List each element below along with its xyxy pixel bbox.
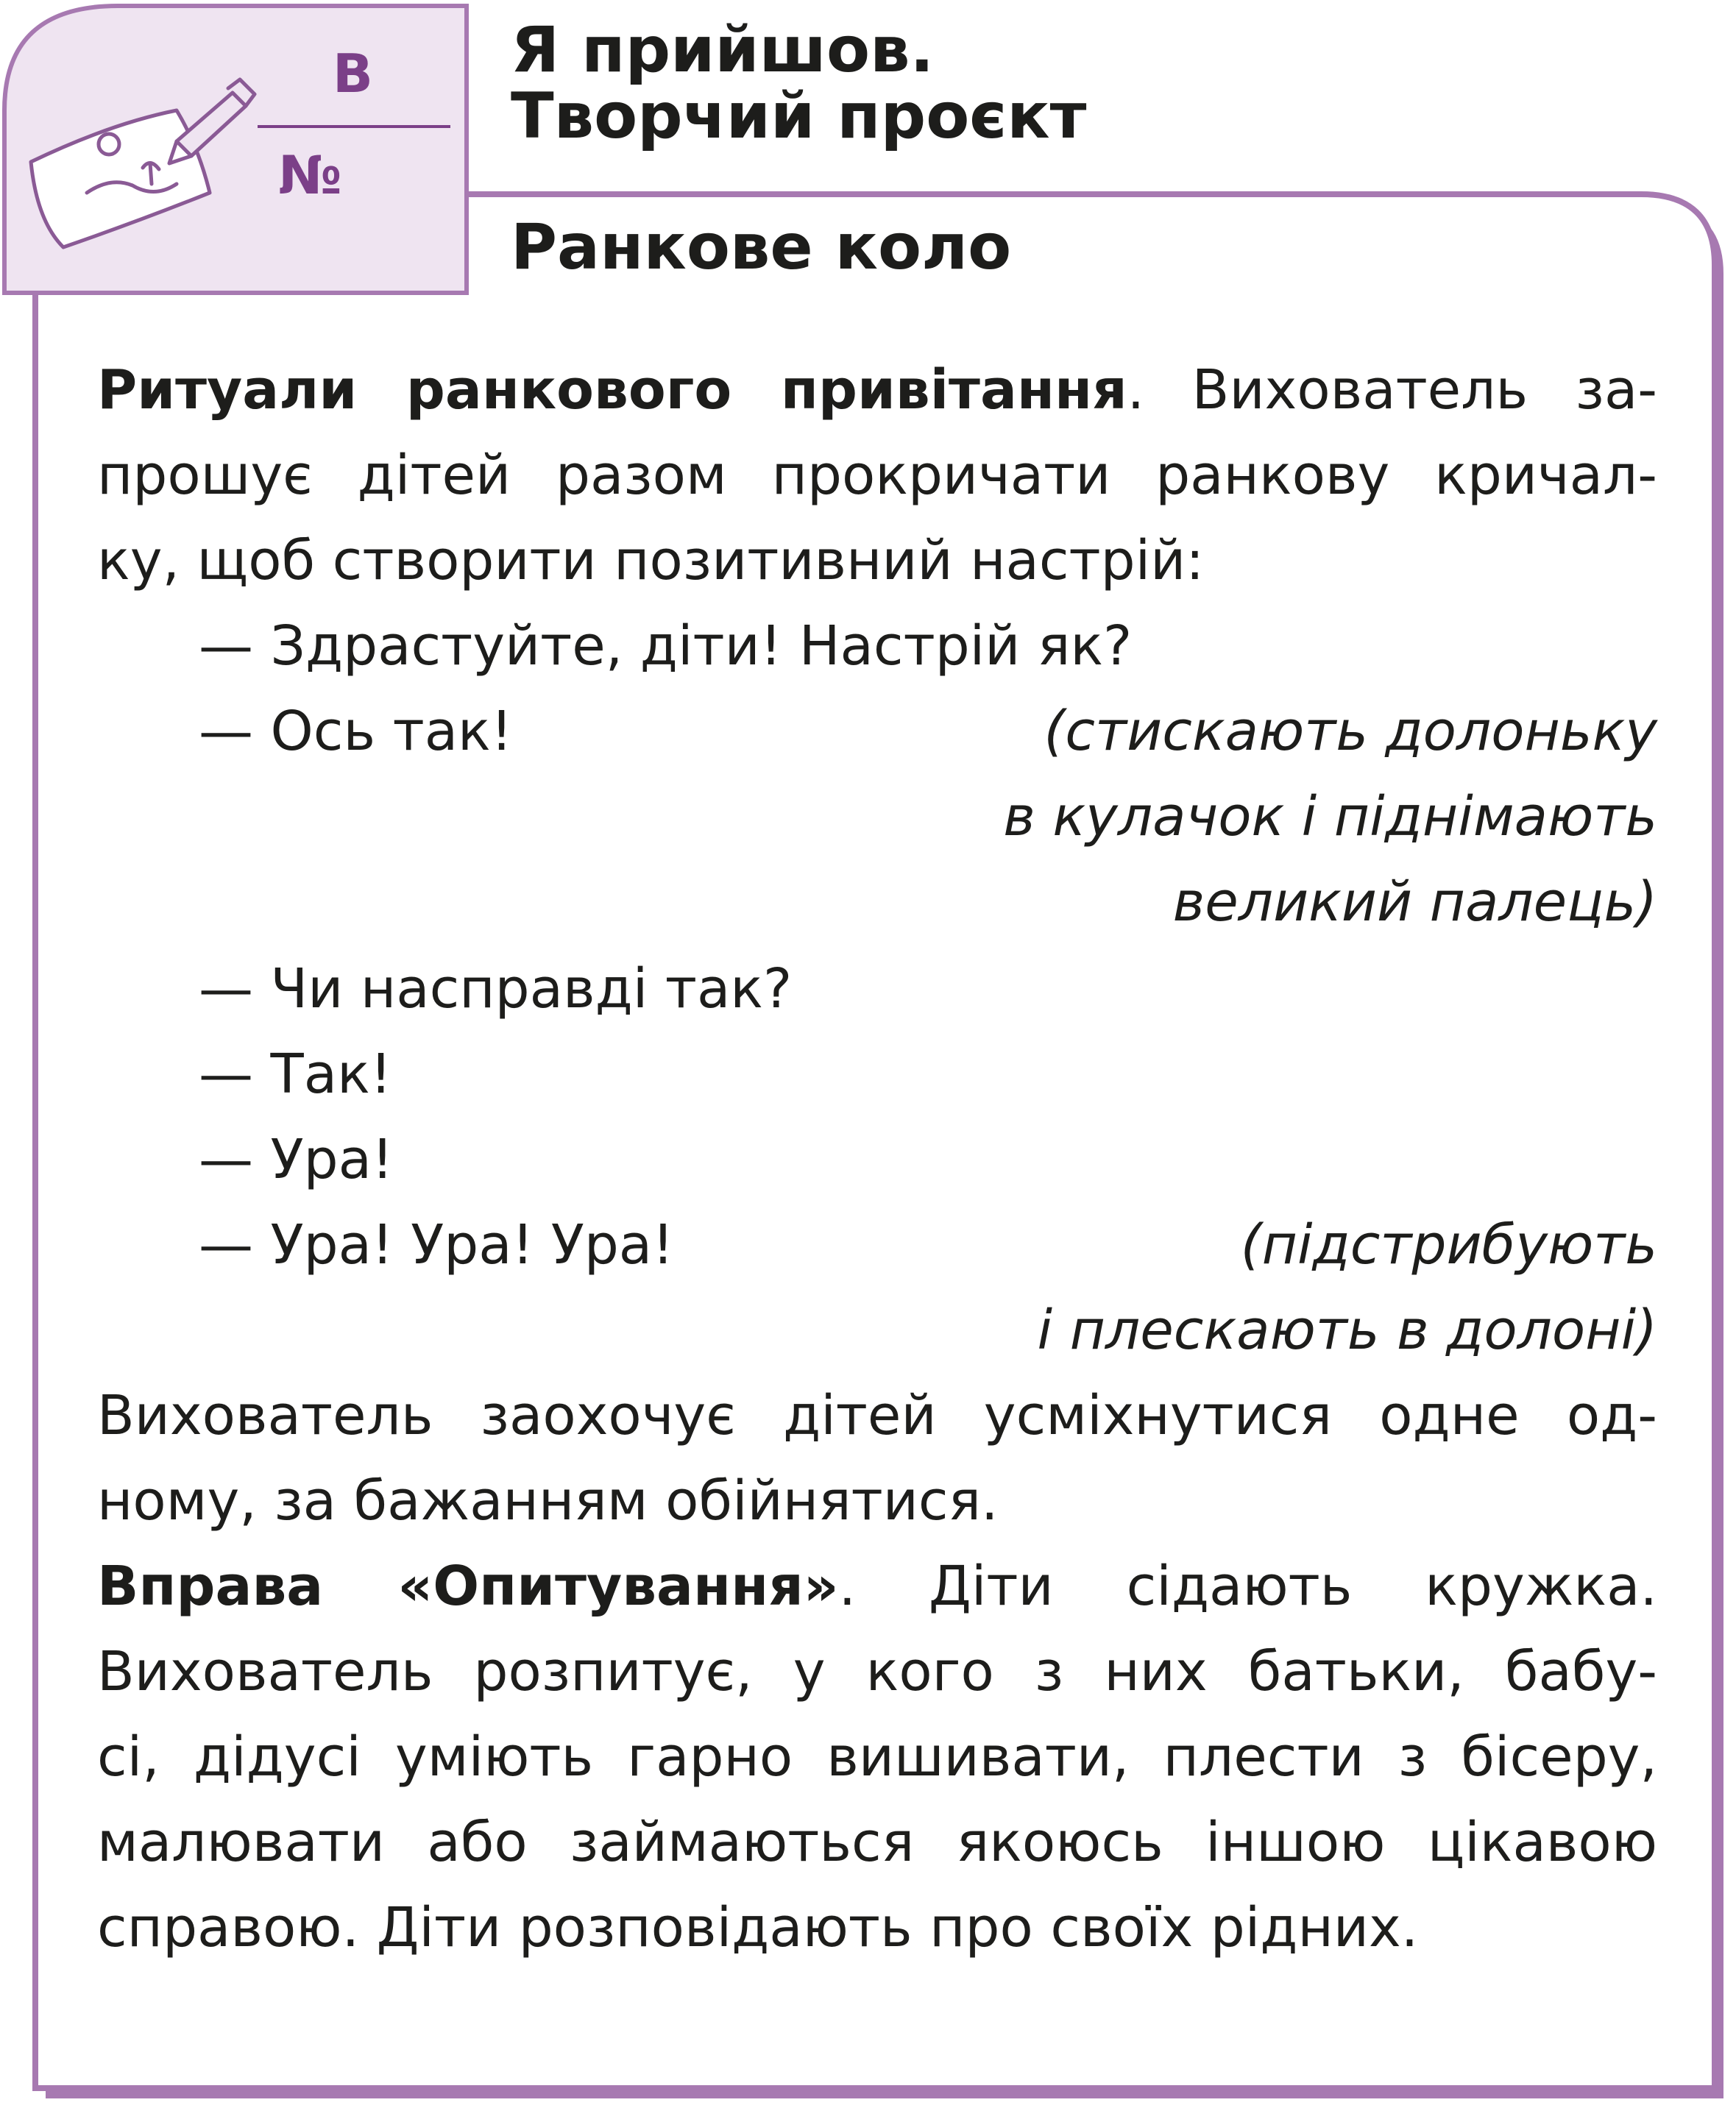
ritual-heading: Ритуали ранкового привітання: [97, 358, 1127, 422]
tab-letter: В: [333, 43, 373, 104]
stage-direction: в кулачок і піднімають: [1003, 785, 1657, 848]
section-title-line2: Творчий проєкт: [511, 79, 1087, 153]
dialogue-line: — Ура!: [199, 1128, 394, 1191]
paragraph-line: Вихователь заохочує дітей усміхнутися одне од-: [97, 1384, 1657, 1447]
paragraph-line: ку, щоб створити позитивний настрій:: [97, 529, 1205, 592]
paragraph-line: малювати або займаються якоюсь іншою цікавою: [97, 1811, 1657, 1874]
paragraph-line: Вихователь розпитує, у кого з них батьки, бабу-: [97, 1640, 1657, 1703]
paragraph-line: справою. Діти розповідають про своїх рідних.: [97, 1896, 1419, 1959]
paragraph-text: . Вихователь за-: [1127, 358, 1657, 422]
paragraph-line: прошує дітей разом прокричати ранкову кричал-: [97, 444, 1657, 507]
exercise-heading: Вправа «Опитування»: [97, 1555, 839, 1618]
stage-direction: (підстрибують: [1240, 1213, 1657, 1277]
paragraph-line: сі, дідусі уміють гарно вишивати, плести з бісеру,: [97, 1725, 1657, 1789]
paragraph-line: [97, 1544, 1657, 1629]
stage-direction: і плескають в долоні): [1037, 1299, 1657, 1362]
dialogue-line: — Ось так!: [199, 700, 513, 763]
section-title-line1: Я прийшов.: [511, 13, 935, 87]
dialogue-line: — Ура! Ура! Ура!: [199, 1213, 674, 1277]
dialogue-line: — Так!: [199, 1043, 392, 1106]
paragraph-line: [97, 347, 1657, 433]
paragraph-line: ному, за бажанням обійнятися.: [97, 1469, 999, 1533]
stage-direction: великий палець): [1172, 870, 1657, 934]
tab-number-sign: №: [278, 144, 342, 206]
section-subtitle: Ранкове коло: [511, 210, 1012, 284]
paragraph-text: . Діти сідають кружка.: [838, 1555, 1657, 1618]
dialogue-line: — Здрастуйте, діти! Настрій як?: [199, 614, 1133, 678]
dialogue-line: — Чи насправді так?: [199, 957, 793, 1021]
stage-direction: (стискають долоньку: [1044, 700, 1657, 763]
